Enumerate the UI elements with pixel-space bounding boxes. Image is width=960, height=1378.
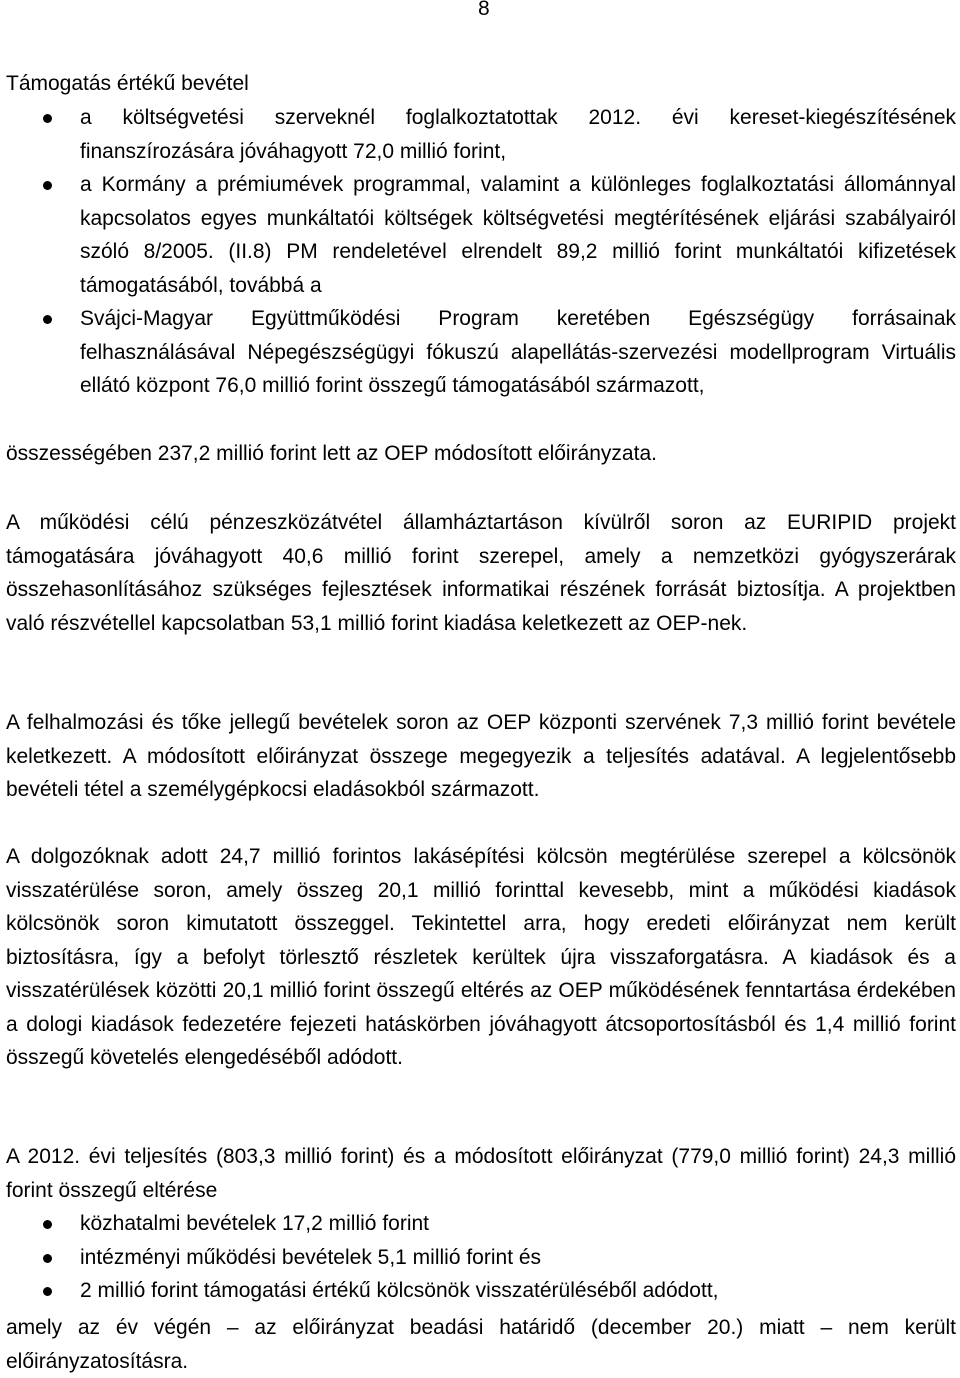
list-item: 2 millió forint támogatási értékű kölcsönök visszatérüléséből adódott, — [6, 1274, 956, 1308]
deviation-list — [6, 1207, 956, 1308]
page-number: 8 — [478, 0, 490, 20]
section5-intro: A 2012. évi teljesítés (803,3 millió forint) és a módosított előirányzat (779,0 millió forint) 24,3 millió forint összegű eltérése — [6, 1145, 956, 1202]
paragraph-housing-loan: A dolgozóknak adott 24,7 millió forintos lakásépítési kölcsön megtérülése szerepel a kölcsönök visszatérülése soron, amely összeg 20,1 millió forinttal kevesebb, mint a működési kiadások kölcsönök soron kimutatott összeggel. Tekintettel arra, hogy eredeti előirányzat nem került biztosításra, így a befolyt törlesztő részletek kerültek újra visszaforgatásra. A kiadások és a visszatérülések közötti 20,1 millió forint összegű eltérés az OEP működésének fenntartása érdekében a dologi kiadások fedezetére fejezeti hatáskörben jóváhagyott átcsoportosításból és 1,4 millió forint összegű követelés elengedéséből adódott. — [6, 845, 956, 1069]
paragraph-capital-income: A felhalmozási és tőke jellegű bevételek soron az OEP központi szervének 7,3 millió forint bevétele keletkezett. A módosított előirányzat összege megegyezik a teljesítés adatával. A legjelentősebb bevételi tétel a személygépkocsi eladásokból származott. — [6, 711, 956, 801]
list-item: intézményi működési bevételek 5,1 millió forint és — [6, 1241, 956, 1275]
bullet-icon — [43, 315, 52, 324]
section1-closing: összességében 237,2 millió forint lett az OEP módosított előirányzata. — [6, 442, 657, 465]
list-item: közhatalmi bevételek 17,2 millió forint — [6, 1207, 956, 1241]
bullet-icon — [43, 181, 52, 190]
section5-closing: amely az év végén – az előirányzat beadási határidő (december 20.) miatt – nem került előirányzatosításra. — [6, 1316, 956, 1373]
list-item: a Kormány a prémiumévek programmal, valamint a különleges foglalkoztatási állománnyal kapcsolatos egyes munkáltatói költségek költségvetési megtérítésének eljárási szabályairól szóló 8/2005. (II.8) PM rendeletével elrendelt 89,2 millió forint munkáltatói kifizetések támogatásából, továbbá a — [6, 168, 956, 302]
list-item: Svájci-Magyar Együttműködési Program keretében Egészségügy forrásainak felhasználásával Népegészségügyi fókuszú alapellátás-szervezési modellprogram Virtuális ellátó központ 76,0 millió forint összegű támogatásából származott, — [6, 302, 956, 403]
paragraph-euripid: A működési célú pénzeszközátvétel államháztartáson kívülről soron az EURIPID projekt támogatására jóváhagyott 40,6 millió forint szerepel, amely a nemzetközi gyógyszerárak összehasonlításához szükséges fejlesztések informatikai részének forrását biztosítja. A projektben való részvétellel kapcsolatban 53,1 millió forint kiadása keletkezett az OEP-nek. — [6, 511, 956, 635]
bullet-icon — [43, 1220, 52, 1229]
support-income-list — [6, 101, 956, 403]
bullet-icon — [43, 114, 52, 123]
section-heading: Támogatás értékű bevétel — [6, 72, 249, 95]
bullet-icon — [43, 1287, 52, 1296]
list-item: a költségvetési szerveknél foglalkoztatottak 2012. évi kereset-kiegészítésének finanszírozására jóváhagyott 72,0 millió forint, — [6, 101, 956, 168]
bullet-icon — [43, 1254, 52, 1263]
